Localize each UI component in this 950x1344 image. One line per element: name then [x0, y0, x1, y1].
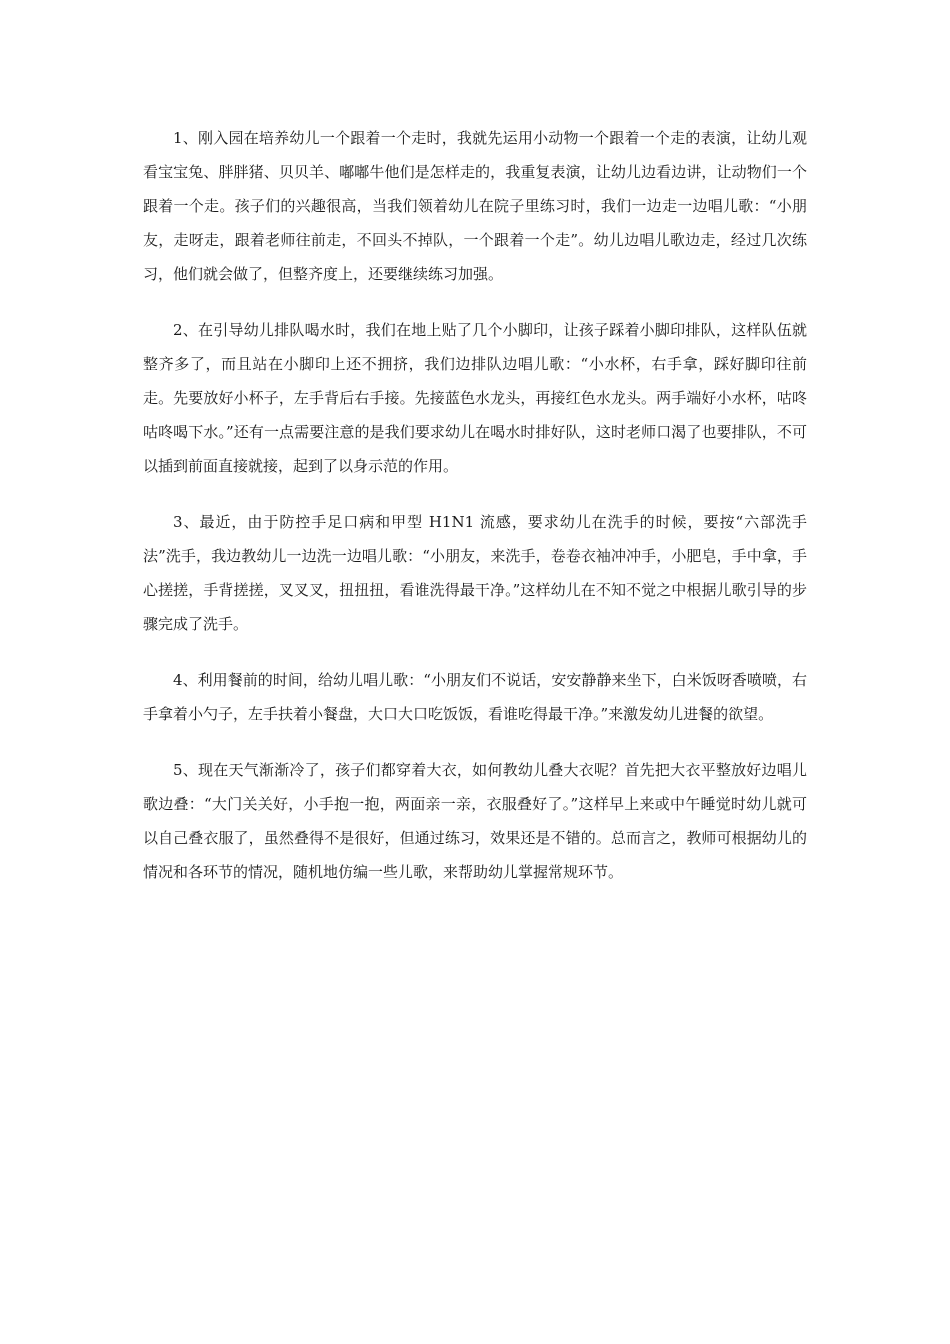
- paragraph-5: 5、现在天气渐渐冷了，孩子们都穿着大衣，如何教幼儿叠大衣呢？首先把大衣平整放好边唱儿歌边叠：“大门关关好，小手抱一抱，两面亲一亲，衣服叠好了。”这样早上来或中午睡觉时幼儿就可以自己叠衣服了，虽然叠得不是很好，但通过练习，效果还是不错的。总而言之，教师可根据幼儿的情况和各环节的情况，随机地仿编一些儿歌，来帮助幼儿掌握常规环节。: [143, 761, 807, 881]
- paragraph-gap: [143, 483, 807, 505]
- document-body: [143, 121, 807, 889]
- paragraph-3: 3、最近，由于防控手足口病和甲型 H1N1 流感，要求幼儿在洗手的时候，要按“六部洗手法”洗手，我边教幼儿一边洗一边唱儿歌：“小朋友，来洗手，卷卷衣袖冲冲手，小肥皂，手中拿，手心搓搓，手背搓搓，叉叉叉，扭扭扭，看谁洗得最干净。”这样幼儿在不知不觉之中根据儿歌引导的步骤完成了洗手。: [143, 513, 807, 633]
- paragraph-gap: [143, 641, 807, 663]
- paragraph-gap: [143, 731, 807, 753]
- paragraph-4: 4、利用餐前的时间，给幼儿唱儿歌：“小朋友们不说话，安安静静来坐下，白米饭呀香喷喷，右手拿着小勺子，左手扶着小餐盘，大口大口吃饭饭，看谁吃得最干净。”来激发幼儿进餐的欲望。: [143, 671, 807, 723]
- paragraph-1: 1、刚入园在培养幼儿一个跟着一个走时，我就先运用小动物一个跟着一个走的表演，让幼儿观看宝宝兔、胖胖猪、贝贝羊、嘟嘟牛他们是怎样走的，我重复表演，让幼儿边看边讲，让动物们一个跟着一个走。孩子们的兴趣很高，当我们领着幼儿在院子里练习时，我们一边走一边唱儿歌：“小朋友，走呀走，跟着老师往前走，不回头不掉队，一个跟着一个走”。幼儿边唱儿歌边走，经过几次练习，他们就会做了，但整齐度上，还要继续练习加强。: [143, 129, 807, 283]
- paragraph-gap: [143, 291, 807, 313]
- paragraph-2: 2、在引导幼儿排队喝水时，我们在地上贴了几个小脚印，让孩子踩着小脚印排队，这样队伍就整齐多了，而且站在小脚印上还不拥挤，我们边排队边唱儿歌：“小水杯，右手拿，踩好脚印往前走。先要放好小杯子，左手背后右手接。先接蓝色水龙头，再接红色水龙头。两手端好小水杯，咕咚咕咚喝下水。”还有一点需要注意的是我们要求幼儿在喝水时排好队，这时老师口渴了也要排队，不可以插到前面直接就接，起到了以身示范的作用。: [143, 321, 807, 475]
